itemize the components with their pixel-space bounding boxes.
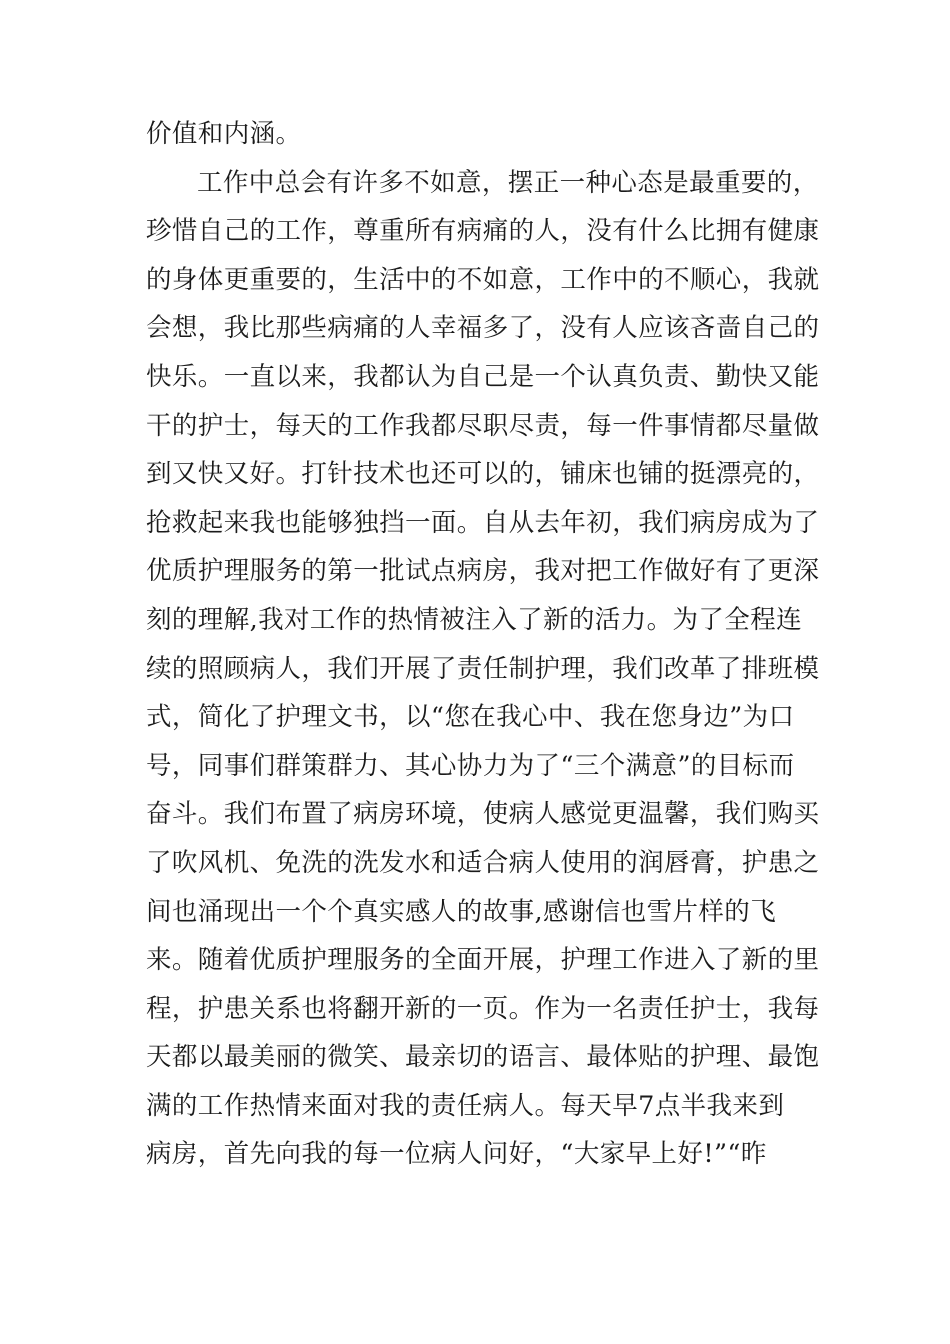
text-line: 干的护士，每天的工作我都尽职尽责，每一件事情都尽量做 (146, 410, 820, 441)
text-line: 来。随着优质护理服务的全面开展，护理工作进入了新的里 (146, 945, 820, 976)
text-line: 价值和内涵。 (146, 119, 302, 149)
text-line: 间也涌现出一个个真实感人的故事,感谢信也雪片样的飞 (146, 896, 777, 927)
body-text (146, 110, 856, 1179)
text-line: 优质护理服务的第一批试点病房，我对把工作做好有了更深 (146, 556, 820, 587)
text-line: 病房，首先向我的每一位病人问好，“大家早上好!”“昨 (146, 1139, 767, 1170)
text-line: 珍惜自己的工作，尊重所有病痛的人，没有什么比拥有健康 (146, 216, 820, 247)
text-line: 式，简化了护理文书，以“您在我心中、我在您身边”为口 (146, 702, 795, 733)
text-line: 号，同事们群策群力、其心协力为了“三个满意”的目标而 (146, 750, 795, 781)
text-line: 到又快又好。打针技术也还可以的，铺床也铺的挺漂亮的， (146, 459, 820, 490)
text-line: 奋斗。我们布置了病房环境，使病人感觉更温馨，我们购买 (146, 799, 820, 830)
text-line: 程，护患关系也将翻开新的一页。作为一名责任护士，我每 (146, 993, 820, 1024)
text-line: 的身体更重要的，生活中的不如意，工作中的不顺心，我就 (146, 264, 820, 295)
text-line: 了吹风机、免洗的洗发水和适合病人使用的润唇膏，护患之 (146, 847, 820, 878)
text-line: 抢救起来我也能够独挡一面。自从去年初，我们病房成为了 (146, 507, 820, 538)
text-line: 会想，我比那些病痛的人幸福多了，没有人应该吝啬自己的 (146, 313, 820, 344)
text-line: 快乐。一直以来，我都认为自己是一个认真负责、勤快又能 (146, 361, 820, 392)
text-line: 天都以最美丽的微笑、最亲切的语言、最体贴的护理、最饱 (146, 1042, 820, 1073)
text-line: 刻的理解,我对工作的热情被注入了新的活力。为了全程连 (146, 604, 803, 635)
text-line: 满的工作热情来面对我的责任病人。每天早7点半我来到 (146, 1090, 785, 1121)
paragraph-first-line: 工作中总会有许多不如意，摆正一种心态是最重要的， (197, 167, 819, 198)
text-line: 续的照顾病人，我们开展了责任制护理，我们改革了排班模 (146, 653, 820, 684)
